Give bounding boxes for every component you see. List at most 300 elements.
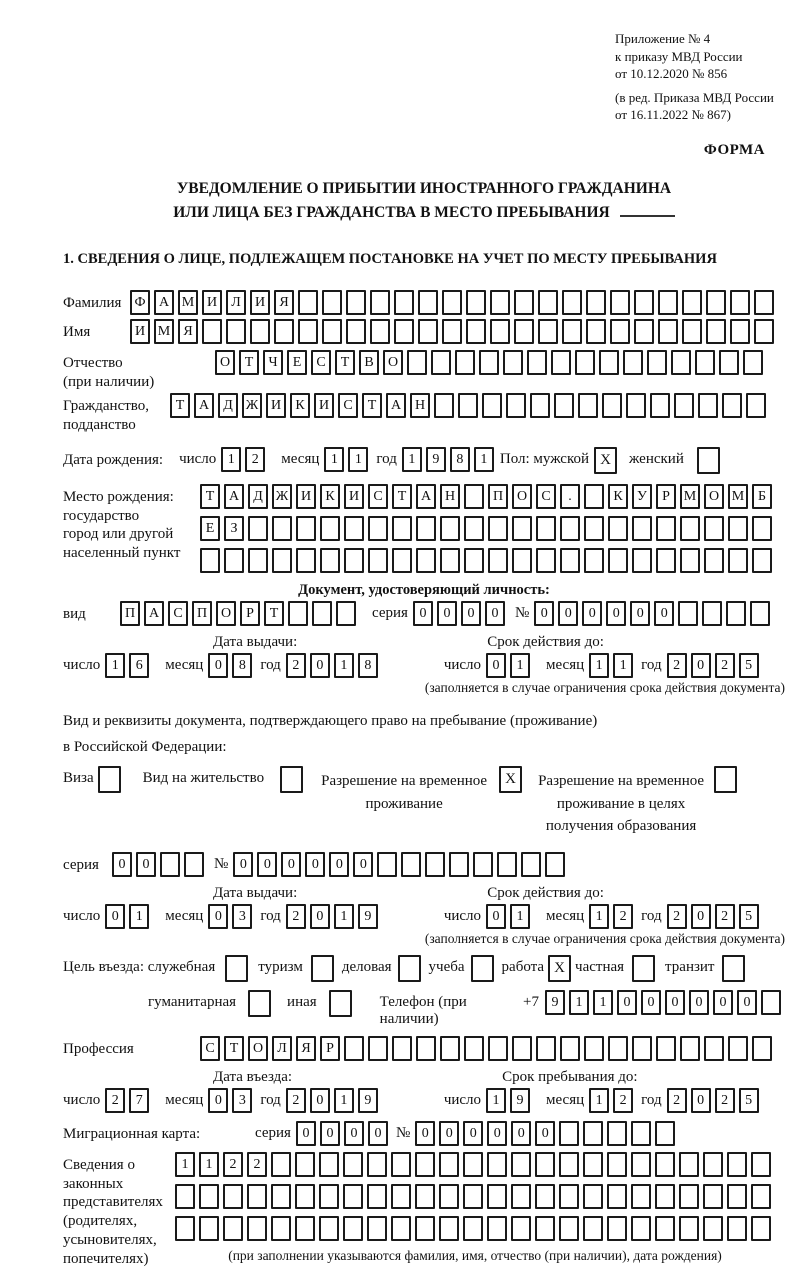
char-cell[interactable]: 3 (232, 1088, 252, 1113)
char-cell[interactable] (370, 290, 390, 315)
char-cell[interactable]: Т (224, 1036, 244, 1061)
char-cell[interactable] (655, 1121, 675, 1146)
char-cell[interactable]: 0 (105, 904, 125, 929)
char-cell[interactable] (439, 1216, 459, 1241)
char-cell[interactable]: С (368, 484, 388, 509)
char-cell[interactable] (751, 1184, 771, 1209)
char-cell[interactable]: О (512, 484, 532, 509)
char-cell[interactable]: 2 (105, 1088, 125, 1113)
char-cell[interactable] (679, 1184, 699, 1209)
char-cell[interactable]: 0 (112, 852, 132, 877)
char-cell[interactable]: 1 (175, 1152, 195, 1177)
char-cell[interactable]: С (536, 484, 556, 509)
char-cell[interactable]: 1 (589, 1088, 609, 1113)
char-cell[interactable]: У (632, 484, 652, 509)
char-cell[interactable] (722, 393, 742, 418)
char-cell[interactable]: 6 (129, 653, 149, 678)
char-cell[interactable]: 0 (691, 1088, 711, 1113)
char-cell[interactable] (559, 1121, 579, 1146)
char-cell[interactable] (490, 319, 510, 344)
char-cell[interactable] (631, 1216, 651, 1241)
char-cell[interactable] (391, 1216, 411, 1241)
char-cell[interactable] (722, 955, 745, 982)
char-cell[interactable] (583, 1152, 603, 1177)
char-cell[interactable]: 0 (310, 904, 330, 929)
char-cell[interactable]: И (314, 393, 334, 418)
char-cell[interactable]: 0 (208, 904, 228, 929)
char-cell[interactable]: Ч (263, 350, 283, 375)
char-cell[interactable] (658, 290, 678, 315)
char-cell[interactable] (487, 1184, 507, 1209)
char-cell[interactable]: М (154, 319, 174, 344)
char-cell[interactable] (698, 393, 718, 418)
char-cell[interactable] (506, 393, 526, 418)
char-cell[interactable] (377, 852, 397, 877)
char-cell[interactable]: 0 (617, 990, 637, 1015)
char-cell[interactable] (632, 548, 652, 573)
char-cell[interactable] (225, 955, 248, 982)
char-cell[interactable] (751, 1152, 771, 1177)
char-cell[interactable] (464, 548, 484, 573)
char-cell[interactable] (295, 1152, 315, 1177)
char-cell[interactable] (512, 516, 532, 541)
char-cell[interactable]: 0 (641, 990, 661, 1015)
char-cell[interactable]: 1 (334, 1088, 354, 1113)
char-cell[interactable] (538, 290, 558, 315)
char-cell[interactable]: X (594, 447, 617, 474)
char-cell[interactable]: О (248, 1036, 268, 1061)
char-cell[interactable]: 2 (667, 904, 687, 929)
char-cell[interactable] (578, 393, 598, 418)
char-cell[interactable] (656, 516, 676, 541)
char-cell[interactable]: 3 (232, 904, 252, 929)
char-cell[interactable]: Я (178, 319, 198, 344)
char-cell[interactable]: Б (752, 484, 772, 509)
char-cell[interactable] (727, 1152, 747, 1177)
char-cell[interactable] (391, 1184, 411, 1209)
char-cell[interactable] (560, 516, 580, 541)
char-cell[interactable] (695, 350, 715, 375)
char-cell[interactable] (631, 1121, 651, 1146)
char-cell[interactable]: 0 (535, 1121, 555, 1146)
char-cell[interactable] (202, 319, 222, 344)
char-cell[interactable] (754, 319, 774, 344)
char-cell[interactable]: 1 (221, 447, 241, 472)
char-cell[interactable] (727, 1216, 747, 1241)
char-cell[interactable] (559, 1184, 579, 1209)
char-cell[interactable] (559, 1152, 579, 1177)
char-cell[interactable] (511, 1152, 531, 1177)
char-cell[interactable]: 0 (413, 601, 433, 626)
char-cell[interactable] (199, 1216, 219, 1241)
char-cell[interactable]: 0 (208, 653, 228, 678)
char-cell[interactable] (463, 1216, 483, 1241)
char-cell[interactable] (466, 290, 486, 315)
char-cell[interactable] (343, 1152, 363, 1177)
char-cell[interactable] (442, 319, 462, 344)
char-cell[interactable] (632, 955, 655, 982)
char-cell[interactable]: Р (320, 1036, 340, 1061)
char-cell[interactable] (425, 852, 445, 877)
char-cell[interactable]: 1 (613, 653, 633, 678)
char-cell[interactable] (527, 350, 547, 375)
char-cell[interactable]: Т (362, 393, 382, 418)
char-cell[interactable] (464, 516, 484, 541)
char-cell[interactable] (682, 290, 702, 315)
char-cell[interactable] (511, 1216, 531, 1241)
char-cell[interactable] (473, 852, 493, 877)
char-cell[interactable]: 2 (245, 447, 265, 472)
char-cell[interactable] (752, 548, 772, 573)
char-cell[interactable] (488, 548, 508, 573)
char-cell[interactable] (719, 350, 739, 375)
char-cell[interactable] (634, 290, 654, 315)
char-cell[interactable] (346, 290, 366, 315)
char-cell[interactable]: 1 (474, 447, 494, 472)
char-cell[interactable] (415, 1152, 435, 1177)
char-cell[interactable]: А (224, 484, 244, 509)
char-cell[interactable]: 8 (232, 653, 252, 678)
char-cell[interactable] (551, 350, 571, 375)
char-cell[interactable] (184, 852, 204, 877)
char-cell[interactable]: 1 (129, 904, 149, 929)
char-cell[interactable] (392, 516, 412, 541)
char-cell[interactable] (583, 1121, 603, 1146)
char-cell[interactable]: 0 (691, 653, 711, 678)
char-cell[interactable] (560, 1036, 580, 1061)
char-cell[interactable]: Е (287, 350, 307, 375)
char-cell[interactable] (295, 1216, 315, 1241)
char-cell[interactable] (610, 290, 630, 315)
char-cell[interactable] (761, 990, 781, 1015)
char-cell[interactable] (752, 516, 772, 541)
char-cell[interactable] (679, 1152, 699, 1177)
char-cell[interactable]: 2 (715, 1088, 735, 1113)
char-cell[interactable] (336, 601, 356, 626)
char-cell[interactable]: 1 (589, 904, 609, 929)
char-cell[interactable] (416, 548, 436, 573)
char-cell[interactable]: И (296, 484, 316, 509)
char-cell[interactable] (431, 350, 451, 375)
char-cell[interactable]: 1 (199, 1152, 219, 1177)
char-cell[interactable]: 1 (105, 653, 125, 678)
char-cell[interactable]: О (216, 601, 236, 626)
char-cell[interactable]: 0 (257, 852, 277, 877)
char-cell[interactable]: 0 (461, 601, 481, 626)
char-cell[interactable]: 0 (296, 1121, 316, 1146)
char-cell[interactable] (751, 1216, 771, 1241)
char-cell[interactable]: . (560, 484, 580, 509)
char-cell[interactable] (631, 1152, 651, 1177)
char-cell[interactable]: 0 (689, 990, 709, 1015)
char-cell[interactable] (280, 766, 303, 793)
char-cell[interactable]: 2 (613, 904, 633, 929)
char-cell[interactable] (434, 393, 454, 418)
char-cell[interactable] (223, 1216, 243, 1241)
char-cell[interactable]: 9 (510, 1088, 530, 1113)
char-cell[interactable] (479, 350, 499, 375)
char-cell[interactable]: П (488, 484, 508, 509)
char-cell[interactable] (607, 1216, 627, 1241)
char-cell[interactable] (370, 319, 390, 344)
char-cell[interactable] (160, 852, 180, 877)
char-cell[interactable] (439, 1152, 459, 1177)
char-cell[interactable] (367, 1216, 387, 1241)
char-cell[interactable] (704, 548, 724, 573)
char-cell[interactable]: 0 (486, 904, 506, 929)
char-cell[interactable] (440, 1036, 460, 1061)
char-cell[interactable] (440, 516, 460, 541)
char-cell[interactable] (199, 1184, 219, 1209)
char-cell[interactable] (634, 319, 654, 344)
char-cell[interactable] (391, 1152, 411, 1177)
char-cell[interactable]: 0 (353, 852, 373, 877)
char-cell[interactable] (439, 1184, 459, 1209)
char-cell[interactable] (726, 601, 746, 626)
char-cell[interactable]: 1 (510, 904, 530, 929)
char-cell[interactable]: Я (274, 290, 294, 315)
char-cell[interactable] (401, 852, 421, 877)
char-cell[interactable]: 0 (320, 1121, 340, 1146)
char-cell[interactable]: 0 (665, 990, 685, 1015)
char-cell[interactable] (671, 350, 691, 375)
char-cell[interactable] (545, 852, 565, 877)
char-cell[interactable] (98, 766, 121, 793)
char-cell[interactable] (368, 1036, 388, 1061)
char-cell[interactable] (344, 1036, 364, 1061)
char-cell[interactable]: 0 (630, 601, 650, 626)
char-cell[interactable]: 0 (558, 601, 578, 626)
char-cell[interactable] (463, 1184, 483, 1209)
char-cell[interactable]: 0 (737, 990, 757, 1015)
char-cell[interactable] (703, 1152, 723, 1177)
char-cell[interactable] (368, 548, 388, 573)
char-cell[interactable]: И (202, 290, 222, 315)
char-cell[interactable] (416, 1036, 436, 1061)
char-cell[interactable] (175, 1216, 195, 1241)
char-cell[interactable]: 9 (545, 990, 565, 1015)
char-cell[interactable] (418, 319, 438, 344)
char-cell[interactable]: В (359, 350, 379, 375)
char-cell[interactable] (319, 1216, 339, 1241)
char-cell[interactable]: 0 (439, 1121, 459, 1146)
char-cell[interactable] (322, 290, 342, 315)
char-cell[interactable]: 0 (487, 1121, 507, 1146)
char-cell[interactable] (631, 1184, 651, 1209)
char-cell[interactable]: 2 (286, 904, 306, 929)
char-cell[interactable] (322, 319, 342, 344)
char-cell[interactable]: О (215, 350, 235, 375)
char-cell[interactable] (608, 516, 628, 541)
char-cell[interactable]: 1 (334, 904, 354, 929)
char-cell[interactable] (295, 1184, 315, 1209)
char-cell[interactable] (655, 1152, 675, 1177)
char-cell[interactable]: 2 (715, 653, 735, 678)
char-cell[interactable] (530, 393, 550, 418)
char-cell[interactable] (497, 852, 517, 877)
char-cell[interactable] (248, 548, 268, 573)
char-cell[interactable] (487, 1152, 507, 1177)
char-cell[interactable]: А (144, 601, 164, 626)
char-cell[interactable]: Ж (242, 393, 262, 418)
char-cell[interactable]: 2 (247, 1152, 267, 1177)
char-cell[interactable]: К (320, 484, 340, 509)
char-cell[interactable]: А (194, 393, 214, 418)
char-cell[interactable]: 0 (329, 852, 349, 877)
char-cell[interactable]: 9 (426, 447, 446, 472)
char-cell[interactable]: Н (440, 484, 460, 509)
char-cell[interactable] (466, 319, 486, 344)
char-cell[interactable]: 0 (415, 1121, 435, 1146)
char-cell[interactable]: 0 (310, 653, 330, 678)
char-cell[interactable] (679, 1216, 699, 1241)
char-cell[interactable]: 0 (463, 1121, 483, 1146)
char-cell[interactable] (521, 852, 541, 877)
char-cell[interactable] (272, 516, 292, 541)
char-cell[interactable] (536, 1036, 556, 1061)
char-cell[interactable] (554, 393, 574, 418)
char-cell[interactable] (655, 1216, 675, 1241)
char-cell[interactable] (559, 1216, 579, 1241)
char-cell[interactable] (488, 1036, 508, 1061)
char-cell[interactable] (608, 1036, 628, 1061)
char-cell[interactable] (584, 516, 604, 541)
char-cell[interactable] (586, 290, 606, 315)
char-cell[interactable]: З (224, 516, 244, 541)
char-cell[interactable] (607, 1121, 627, 1146)
char-cell[interactable]: 1 (334, 653, 354, 678)
char-cell[interactable] (575, 350, 595, 375)
char-cell[interactable] (752, 1036, 772, 1061)
char-cell[interactable]: 0 (691, 904, 711, 929)
char-cell[interactable]: Ж (272, 484, 292, 509)
char-cell[interactable]: 1 (348, 447, 368, 472)
char-cell[interactable]: X (548, 955, 571, 982)
char-cell[interactable] (274, 319, 294, 344)
char-cell[interactable] (538, 319, 558, 344)
char-cell[interactable] (706, 319, 726, 344)
char-cell[interactable]: С (311, 350, 331, 375)
char-cell[interactable] (442, 290, 462, 315)
char-cell[interactable]: 8 (450, 447, 470, 472)
char-cell[interactable] (727, 1184, 747, 1209)
char-cell[interactable] (319, 1184, 339, 1209)
char-cell[interactable] (728, 1036, 748, 1061)
char-cell[interactable] (415, 1216, 435, 1241)
char-cell[interactable]: 0 (582, 601, 602, 626)
char-cell[interactable]: 0 (208, 1088, 228, 1113)
char-cell[interactable] (343, 1184, 363, 1209)
char-cell[interactable]: О (704, 484, 724, 509)
char-cell[interactable]: Т (239, 350, 259, 375)
char-cell[interactable]: Д (218, 393, 238, 418)
char-cell[interactable]: 0 (606, 601, 626, 626)
char-cell[interactable] (584, 1036, 604, 1061)
char-cell[interactable] (367, 1152, 387, 1177)
char-cell[interactable]: М (728, 484, 748, 509)
char-cell[interactable] (610, 319, 630, 344)
char-cell[interactable] (512, 548, 532, 573)
char-cell[interactable] (344, 548, 364, 573)
char-cell[interactable]: 5 (739, 1088, 759, 1113)
char-cell[interactable] (583, 1216, 603, 1241)
char-cell[interactable] (682, 319, 702, 344)
char-cell[interactable]: 1 (402, 447, 422, 472)
char-cell[interactable]: Т (392, 484, 412, 509)
char-cell[interactable] (514, 319, 534, 344)
char-cell[interactable] (407, 350, 427, 375)
char-cell[interactable]: Т (200, 484, 220, 509)
char-cell[interactable]: 2 (667, 653, 687, 678)
char-cell[interactable]: 0 (534, 601, 554, 626)
char-cell[interactable] (482, 393, 502, 418)
char-cell[interactable] (706, 290, 726, 315)
char-cell[interactable]: 0 (281, 852, 301, 877)
char-cell[interactable]: X (499, 766, 522, 793)
char-cell[interactable] (367, 1184, 387, 1209)
char-cell[interactable] (247, 1184, 267, 1209)
char-cell[interactable]: М (680, 484, 700, 509)
char-cell[interactable]: С (338, 393, 358, 418)
char-cell[interactable]: А (386, 393, 406, 418)
char-cell[interactable]: Т (335, 350, 355, 375)
char-cell[interactable]: 5 (739, 653, 759, 678)
char-cell[interactable] (296, 516, 316, 541)
char-cell[interactable]: 9 (358, 904, 378, 929)
char-cell[interactable] (503, 350, 523, 375)
char-cell[interactable]: 7 (129, 1088, 149, 1113)
char-cell[interactable] (320, 548, 340, 573)
char-cell[interactable] (224, 548, 244, 573)
char-cell[interactable]: И (250, 290, 270, 315)
char-cell[interactable]: Т (264, 601, 284, 626)
char-cell[interactable]: 0 (368, 1121, 388, 1146)
char-cell[interactable] (392, 548, 412, 573)
char-cell[interactable] (608, 548, 628, 573)
char-cell[interactable] (329, 990, 352, 1017)
char-cell[interactable] (602, 393, 622, 418)
char-cell[interactable] (223, 1184, 243, 1209)
char-cell[interactable] (511, 1184, 531, 1209)
char-cell[interactable]: 0 (654, 601, 674, 626)
char-cell[interactable]: 2 (286, 1088, 306, 1113)
char-cell[interactable] (200, 548, 220, 573)
char-cell[interactable] (704, 1036, 724, 1061)
char-cell[interactable] (488, 516, 508, 541)
char-cell[interactable] (392, 1036, 412, 1061)
char-cell[interactable] (697, 447, 720, 474)
char-cell[interactable] (647, 350, 667, 375)
char-cell[interactable] (490, 290, 510, 315)
char-cell[interactable] (464, 484, 484, 509)
char-cell[interactable] (754, 290, 774, 315)
char-cell[interactable]: 0 (305, 852, 325, 877)
char-cell[interactable]: 2 (715, 904, 735, 929)
char-cell[interactable] (175, 1184, 195, 1209)
char-cell[interactable] (271, 1152, 291, 1177)
char-cell[interactable] (344, 516, 364, 541)
char-cell[interactable]: 1 (486, 1088, 506, 1113)
char-cell[interactable] (656, 548, 676, 573)
char-cell[interactable] (750, 601, 770, 626)
char-cell[interactable]: К (290, 393, 310, 418)
char-cell[interactable] (416, 516, 436, 541)
char-cell[interactable] (702, 601, 722, 626)
char-cell[interactable]: 2 (286, 653, 306, 678)
char-cell[interactable] (656, 1036, 676, 1061)
char-cell[interactable]: 1 (510, 653, 530, 678)
char-cell[interactable]: 2 (667, 1088, 687, 1113)
